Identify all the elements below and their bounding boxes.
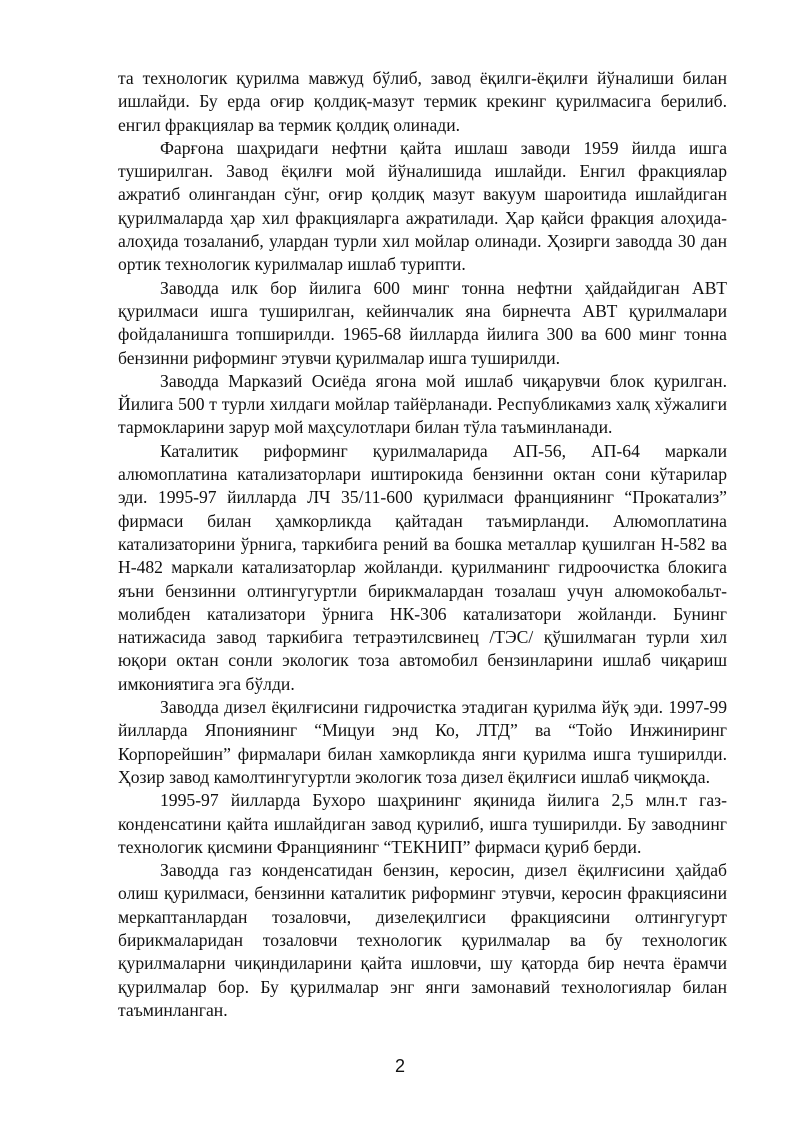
page-number: 2	[394, 1056, 405, 1076]
paragraph-2: Фарғона шаҳридаги нефтни қайта ишлаш заводи 1959 йилда ишга туширилган. Завод ёқилғи мой йўналишида ишлайди. Енгил фракциялар ажратиб олингандан сўнг, оғир қолдиқ мазут вакуум шароитида ишлайдиган қурилмаларда ҳар хил фракцияларга ажратилади. Ҳар қайси фракция алоҳида-алоҳида тозаланиб, улардан турли хил мойлар олинади. Ҳозирги заводда 30 дан ортик технологик курилмалар ишлаб турипти.	[118, 137, 727, 275]
paragraph-7: 1995-97 йилларда Бухоро шаҳрининг яқинида йилига 2,5 млн.т газ-конденсатини қайта ишлайдиган завод қурилиб, ишга туширилди. Бу заводнинг технологик қисмини Франциянинг “ТЕКНИП” фирмаси қуриб берди.	[118, 790, 727, 857]
paragraph-5: Каталитик риформинг қурилмаларида АП-56, АП-64 маркали алюмоплатина катализаторлари иштирокида бензинни октан сони кўтарилар эди. 1995-97 йилларда ЛЧ 35/11-600 қурилмаси франциянинг “Прокатализ” фирмаси билан ҳамкорликда қайтадан таъмирланди. Алюмоплатина катализаторини ўрнига, таркибига рений ва бошка металлар қушилган Н-582 ва Н-482 маркали катализаторлар жойланди. қурилманинг гидроочистка блокига яъни бензинни олтингугуртли бирикмалардан тозалаш учун алюмокобальт-молибден катализатори ўрнига НК-306 катализатори жойланди. Бунинг натижасида завод таркибига тетраэтилсвинец /ТЭС/ қўшилмаган турли хил юқори октан сонли экологик тоза автомобил бензинларини ишлаб чиқариш имкониятига эга бўлди.	[118, 440, 727, 694]
paragraph-6: Заводда дизел ёқилғисини гидрочистка этадиган қурилма йўқ эди. 1997-99 йилларда Япониянинг “Мицуи энд Ко, ЛТД” ва “Тойо Инжиниринг Корпорейшин” фирмалари билан хамкорликда янги қурилма ишга туширилди. Ҳозир завод камолтингугуртли экологик тоза дизел ёқилғиси ишлаб чиқмоқда.	[118, 697, 727, 787]
paragraph-3: Заводда илк бор йилига 600 минг тонна нефтни ҳайдайдиган АВТ қурилмаси ишга туширилган, кейинчалик яна бирнечта АВТ қурилмалари фойдаланишга топширилди. 1965-68 йилларда йилига 300 ва 600 минг тонна бензинни риформинг этувчи қурилмалар ишга туширилди.	[118, 277, 727, 368]
paragraph-4: Заводда Марказий Осиёда ягона мой ишлаб чиқарувчи блок қурилган. Йилига 500 т турли хилдаги мойлар тайёрланади. Республикамиз халқ хўжалиги тармокларини зарур мой маҳсулотлари билан тўла таъминланади.	[118, 370, 727, 438]
paragraph-8: Заводда газ конденсатидан бензин, керосин, дизел ёқилғисини ҳайдаб олиш қурилмаси, бензинни каталитик риформинг этувчи, керосин фракциясини меркаптанлардан тозаловчи, дизелеқилгиси фракциясини олтингугурт бирикмаларидан тозаловчи технологик қурилмалар ва бу технологик қурилмаларни чиқиндиларини қайта ишловчи, шу қаторда бир нечта ёрамчи қурилмалар бор. Бу қурилмалар энг янги замонавий технологиялар билан таъминланган.	[118, 860, 727, 1020]
document-body	[118, 67, 727, 1022]
paragraph-1: та технологик қурилма мавжуд бўлиб, завод ёқилги-ёқилғи йўналиши билан ишлайди. Бу ерда оғир қолдиқ-мазут термик крекинг қурилмасига берилиб. енгил фракциялар ва термик қолдиқ олинади.	[118, 68, 727, 135]
